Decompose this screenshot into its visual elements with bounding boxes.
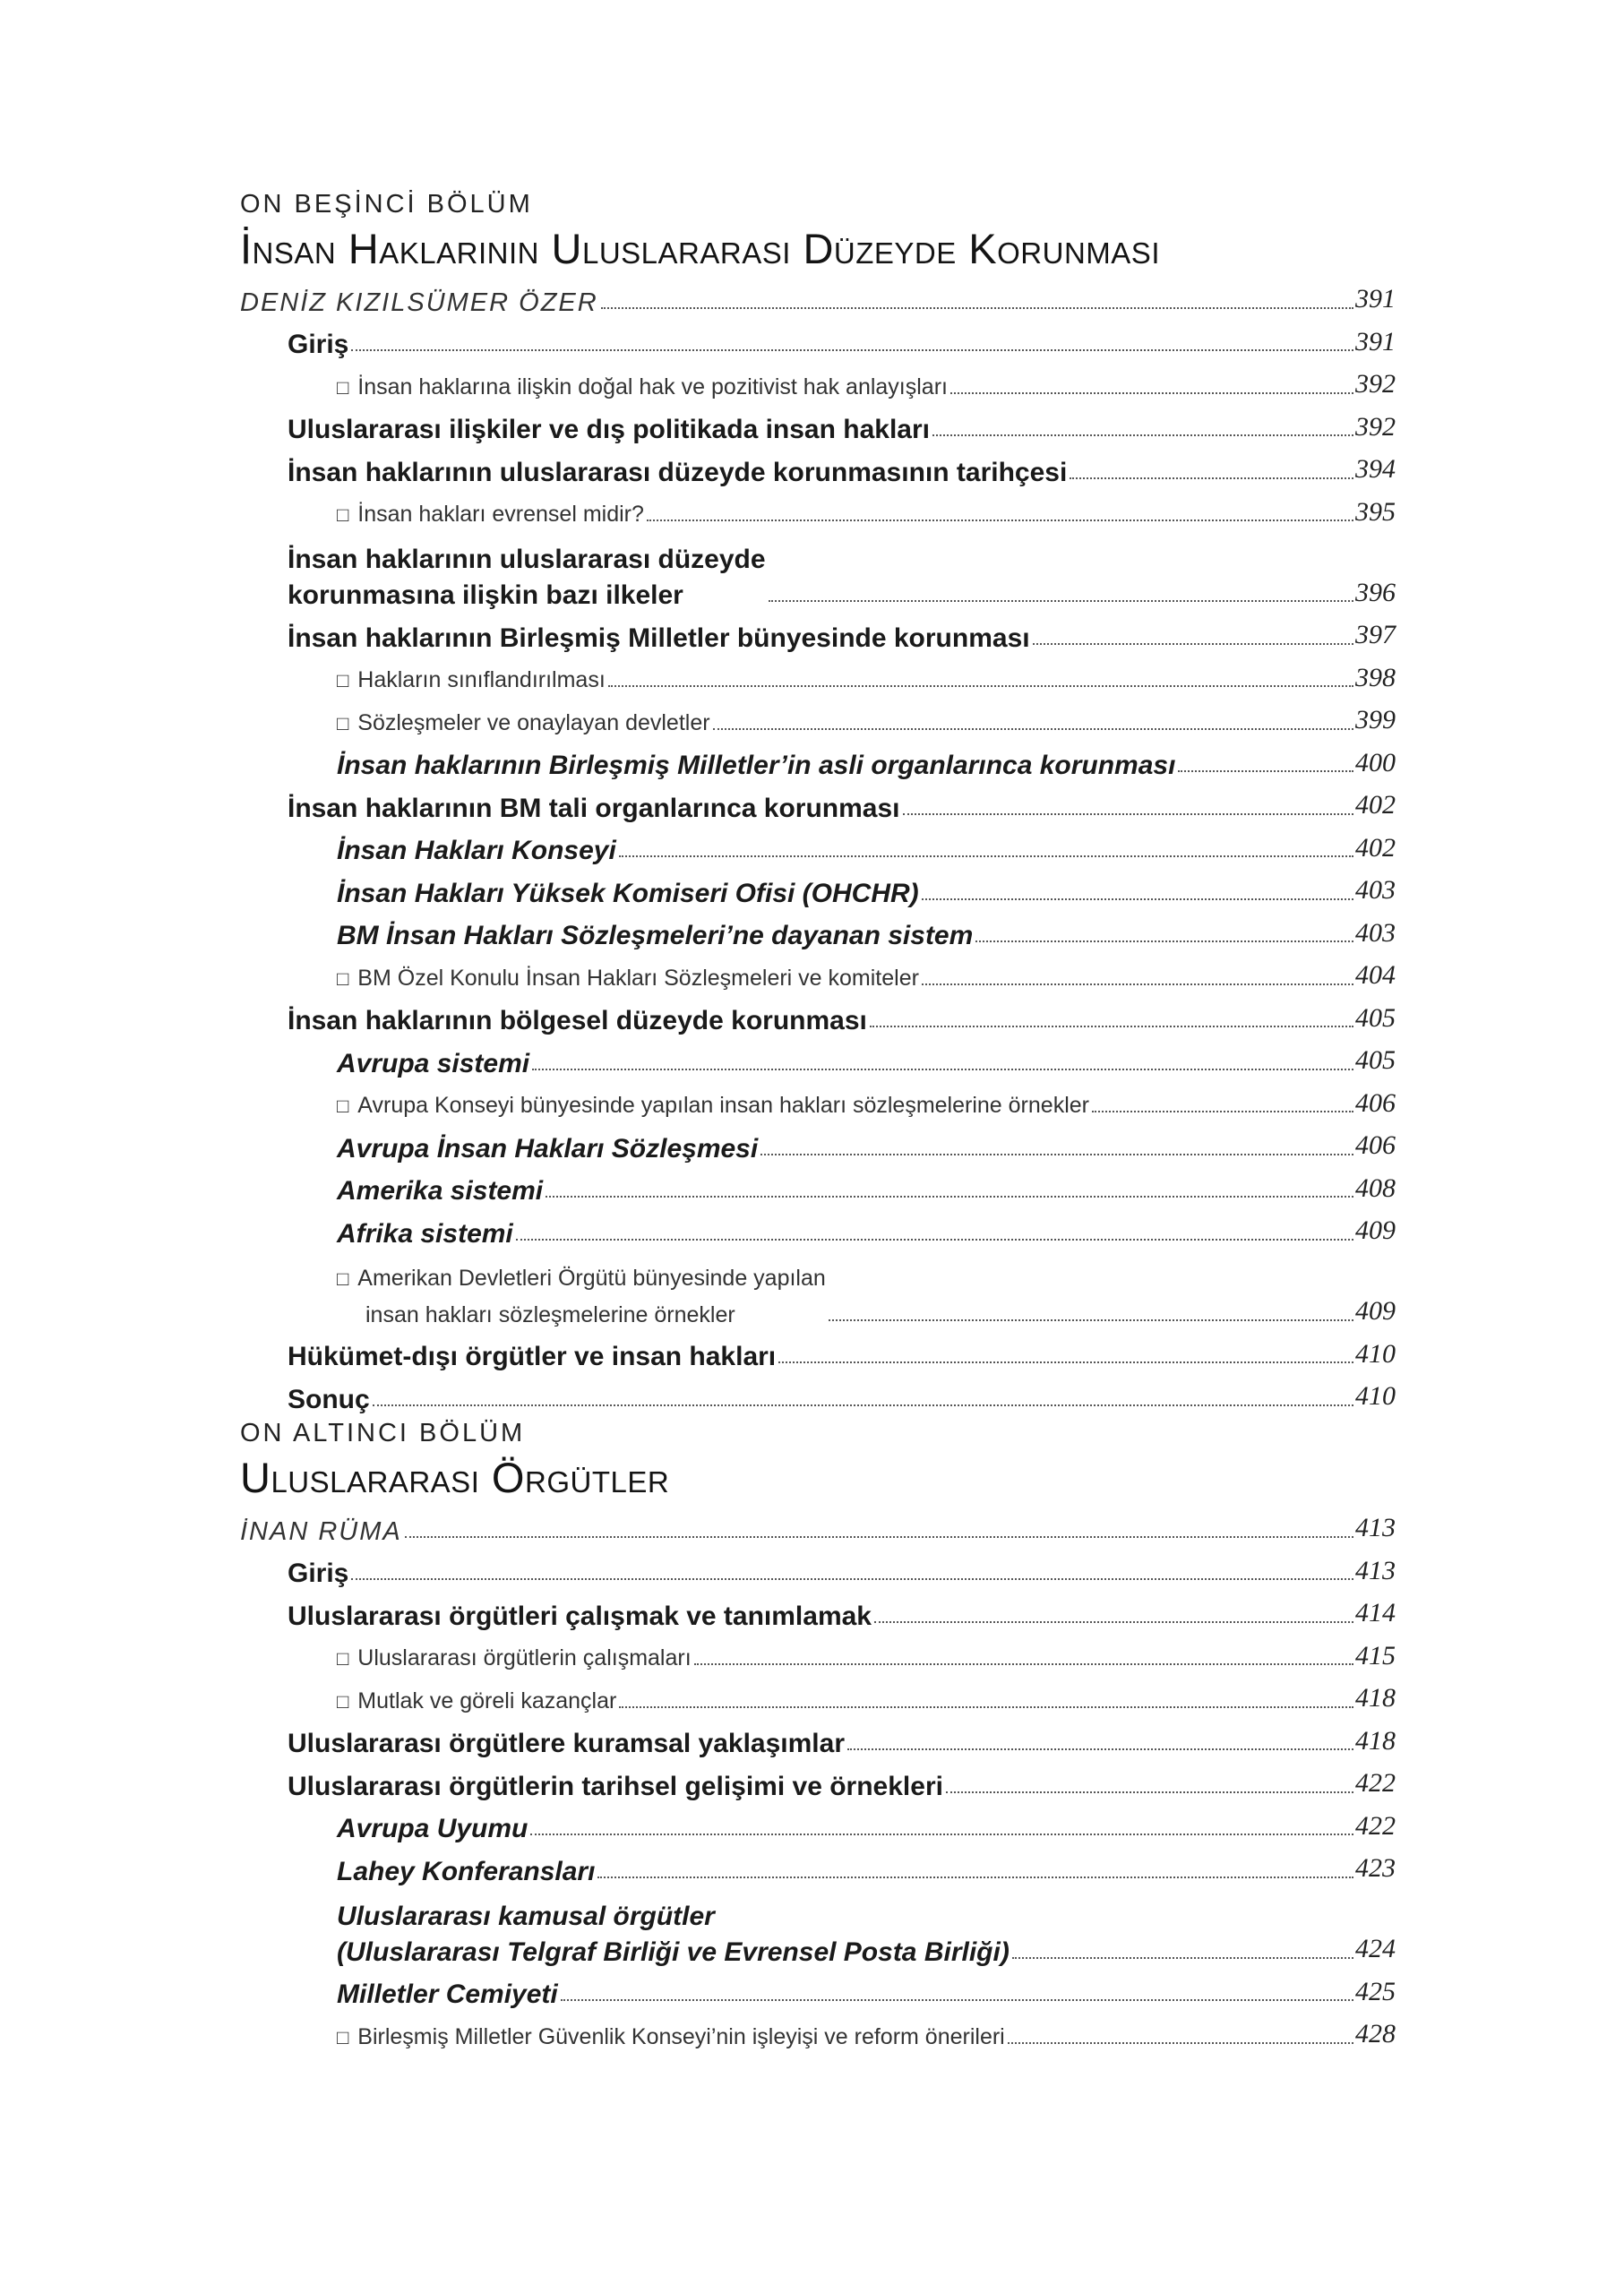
chapter-15 — [240, 186, 1396, 1418]
toc-entry-main[interactable] — [240, 1333, 1396, 1376]
dot-leader — [601, 307, 1353, 309]
page-number: 405 — [1355, 1002, 1396, 1033]
toc-entry-title — [288, 1003, 867, 1039]
toc-entry-title-line: İNAN RÜMA — [240, 1516, 402, 1546]
toc-entry-title-line: İnsan haklarına ilişkin doğal hak ve pozitivist hak anlayışları — [357, 374, 948, 399]
toc-entry-title — [240, 285, 598, 321]
toc-entry-title-line: İnsan haklarının Birleşmiş Milletler bünyesinde korunması — [288, 623, 1030, 653]
chapter-title: Uluslararası Örgütler — [240, 1454, 670, 1501]
toc-entry-title — [337, 1811, 528, 1847]
dot-leader — [1008, 2042, 1353, 2044]
dot-leader — [1033, 643, 1353, 645]
toc-entry-main[interactable] — [240, 1550, 1396, 1593]
page-number: 423 — [1355, 1853, 1396, 1883]
toc-entry-title — [337, 876, 919, 912]
toc-entry-title — [337, 1046, 529, 1082]
chapter-16 — [240, 1415, 1396, 2056]
toc-entry-title — [337, 748, 1175, 784]
toc-entry-main[interactable] — [240, 406, 1396, 449]
dot-leader — [847, 1748, 1353, 1750]
toc-entry-sub[interactable] — [240, 1167, 1396, 1210]
toc-entry-box[interactable] — [240, 1635, 1396, 1678]
toc-entry-title — [288, 1769, 943, 1805]
toc-entry-title — [337, 1683, 616, 1720]
dot-leader — [530, 1834, 1353, 1835]
toc-entry-box[interactable] — [240, 1677, 1396, 1720]
chapter-label: ON BEŞİNCİ BÖLÜM — [240, 190, 533, 219]
toc-entry-title-line: BM İnsan Hakları Sözleşmeleri’ne dayanan sistem — [337, 921, 974, 950]
toc-entry-title-line: Giriş — [288, 330, 349, 359]
toc-entry-title — [288, 542, 766, 614]
page-number: 399 — [1355, 705, 1396, 734]
toc-entry-sub[interactable] — [240, 869, 1396, 912]
toc-entry-title-line: Lahey Konferansları — [337, 1856, 596, 1886]
dot-leader — [778, 1361, 1353, 1363]
dot-leader — [516, 1239, 1353, 1241]
page-number: 425 — [1355, 1976, 1396, 2006]
dot-leader — [1178, 770, 1353, 772]
toc-entry-sub[interactable] — [240, 1039, 1396, 1082]
toc-entry-title-line: İnsan Hakları Yüksek Komiseri Ofisi (OHCHR) — [337, 878, 919, 908]
toc-entry-title-line: İnsan haklarının BM tali organlarınca korunması — [288, 793, 900, 823]
toc-entry-title — [337, 1260, 826, 1333]
toc-entry-title-line: Uluslararası ilişkiler ve dış politikada insan hakları — [288, 415, 930, 444]
toc-entry-title — [337, 1640, 692, 1677]
page-number: 413 — [1355, 1513, 1396, 1542]
dot-leader — [1070, 477, 1353, 479]
dot-leader — [405, 1536, 1353, 1538]
toc-entry-title-line: İnsan Hakları Konseyi — [337, 836, 616, 865]
dot-leader — [946, 1791, 1353, 1793]
toc-entry-box[interactable] — [240, 657, 1396, 700]
page-number: 404 — [1355, 960, 1396, 990]
toc-entry-title-line: Sonuç — [288, 1384, 370, 1414]
toc-entry-title-line: Giriş — [288, 1559, 349, 1588]
dot-leader — [922, 983, 1353, 985]
page-number: 409 — [1355, 1215, 1396, 1245]
toc-entry-sub[interactable] — [240, 1805, 1396, 1848]
toc-entry-title-line: Uluslararası örgütlerin çalışmaları — [357, 1645, 692, 1670]
page-number: 422 — [1355, 1810, 1396, 1841]
toc-entry-title-line: Avrupa İnsan Hakları Sözleşmesi — [337, 1133, 759, 1164]
page-number: 413 — [1355, 1555, 1396, 1585]
page-number: 391 — [1355, 284, 1396, 313]
dot-leader — [874, 1621, 1353, 1623]
page-number: 406 — [1355, 1130, 1396, 1160]
toc-entry-sub[interactable] — [240, 1971, 1396, 2014]
toc-entry-author[interactable] — [240, 1507, 1396, 1550]
toc-entry-title-line: Afrika sistemi — [337, 1218, 513, 1249]
page-number: 418 — [1355, 1683, 1396, 1713]
toc-entry-title-line: korunmasına ilişkin bazı ilkeler — [288, 580, 683, 610]
toc-entry-title — [337, 833, 616, 869]
toc-entries — [240, 278, 1396, 1418]
toc-entry-title-line: Uluslararası örgütlerin tarihsel gelişimi ve örnekleri — [288, 1771, 943, 1801]
page-number: 403 — [1355, 917, 1396, 948]
dot-leader — [1012, 1957, 1353, 1959]
toc-entry-box[interactable] — [240, 1252, 1396, 1333]
toc-entry-title — [337, 1854, 595, 1890]
toc-entry-main[interactable] — [240, 784, 1396, 827]
toc-entry-main[interactable] — [240, 1375, 1396, 1418]
toc-entry-main[interactable] — [240, 1592, 1396, 1635]
page-number: 418 — [1355, 1725, 1396, 1756]
toc-entry-main[interactable] — [240, 1720, 1396, 1763]
toc-entry-title — [288, 621, 1030, 657]
dot-leader — [597, 1876, 1353, 1878]
toc-entry-title-line: BM Özel Konulu İnsan Hakları Sözleşmeleri ve komiteler — [357, 965, 919, 991]
toc-entries — [240, 1507, 1396, 2056]
toc-entry-title-line: Amerika sistemi — [337, 1176, 544, 1206]
dot-leader — [619, 1706, 1353, 1708]
dot-leader — [713, 728, 1353, 730]
toc-entry-title — [337, 2019, 1005, 2056]
page-number: 391 — [1355, 326, 1396, 356]
toc-entry-title-line: Uluslararası kamusal örgütler — [337, 1901, 715, 1931]
toc-entry-title-line: Uluslararası örgütlere kuramsal yaklaşımlar — [288, 1729, 846, 1758]
page-number: 394 — [1355, 454, 1396, 484]
page-number: 405 — [1355, 1045, 1396, 1075]
toc-entry-main[interactable] — [240, 997, 1396, 1040]
dot-leader — [760, 1154, 1353, 1155]
toc-entry-title — [337, 1087, 1089, 1124]
dot-leader — [932, 434, 1353, 436]
toc-entry-title-line: Avrupa Uyumu — [337, 1814, 528, 1843]
dot-leader — [950, 392, 1353, 394]
page-number: 410 — [1355, 1338, 1396, 1369]
page-number: 403 — [1355, 875, 1396, 905]
page-number: 424 — [1355, 1934, 1396, 1963]
page-number: 400 — [1355, 747, 1396, 777]
dot-leader — [769, 600, 1353, 602]
toc-entry-main[interactable] — [240, 321, 1396, 364]
toc-entry-title — [288, 1339, 776, 1375]
toc-entry-title — [288, 1556, 348, 1592]
page-number: 414 — [1355, 1598, 1396, 1627]
toc-entry-title-line: İnsan haklarının bölgesel düzeyde korunması — [288, 1006, 867, 1035]
toc-entry-box[interactable] — [240, 363, 1396, 406]
toc-entry-main[interactable] — [240, 614, 1396, 657]
chapter-label: ON ALTINCI BÖLÜM — [240, 1419, 526, 1447]
toc-entry-title — [337, 1899, 1010, 1971]
toc-entry-box[interactable] — [240, 2013, 1396, 2056]
dot-leader — [829, 1319, 1353, 1321]
toc-entry-title-line: Amerikan Devletleri Örgütü bünyesinde yapılan — [357, 1265, 826, 1291]
page-number: 392 — [1355, 411, 1396, 442]
toc-entry-sub[interactable] — [240, 1847, 1396, 1890]
toc-entry-title — [240, 1514, 402, 1550]
toc-entry-title-line: Mutlak ve göreli kazançlar — [357, 1688, 617, 1713]
toc-entry-title — [288, 791, 900, 827]
toc-entry-title-line: DENİZ KIZILSÜMER ÖZER — [240, 288, 598, 317]
toc-entry-title — [337, 960, 919, 997]
dot-leader — [1092, 1111, 1353, 1112]
page-number: 392 — [1355, 369, 1396, 399]
toc-entry-sub[interactable] — [240, 1124, 1396, 1167]
dot-leader — [619, 855, 1353, 857]
page-number: 402 — [1355, 832, 1396, 863]
page-number: 428 — [1355, 2019, 1396, 2048]
toc-entry-title-line: İnsan haklarının uluslararası düzeyde korunmasının tarihçesi — [288, 457, 1068, 487]
toc-entry-title — [288, 455, 1067, 491]
toc-entry-sub[interactable] — [240, 1209, 1396, 1252]
page-number: 396 — [1355, 577, 1396, 607]
toc-entry-main[interactable] — [240, 448, 1396, 491]
toc-entry-title — [337, 1131, 758, 1167]
toc-entry-sub[interactable] — [240, 827, 1396, 870]
dot-leader — [351, 1578, 1353, 1580]
page-number: 397 — [1355, 620, 1396, 649]
toc-entry-title — [337, 496, 644, 533]
dot-leader — [351, 349, 1353, 351]
dot-leader — [532, 1069, 1353, 1070]
toc-entry-title-line: Birleşmiş Milletler Güvenlik Konseyi’nin işleyişi ve reform önerileri — [357, 2023, 1005, 2049]
toc-entry-title — [288, 1599, 872, 1635]
page-number: 415 — [1355, 1640, 1396, 1670]
page-number: 410 — [1355, 1381, 1396, 1411]
toc-entry-title — [288, 327, 348, 363]
page-number: 395 — [1355, 496, 1396, 527]
toc-entry-title — [337, 918, 973, 954]
toc-entry-title-line: İnsan hakları evrensel midir? — [357, 502, 644, 527]
toc-entry-sub[interactable] — [240, 742, 1396, 785]
toc-entry-author[interactable] — [240, 278, 1396, 321]
dot-leader — [546, 1196, 1353, 1198]
toc-entry-title — [337, 369, 948, 406]
toc-entry-title — [337, 1977, 558, 2013]
toc-entry-box[interactable] — [240, 699, 1396, 742]
toc-entry-title-line: Sözleşmeler ve onaylayan devletler — [357, 709, 710, 735]
toc-entry-title — [337, 1173, 543, 1209]
dot-leader — [608, 685, 1353, 687]
page-number: 422 — [1355, 1768, 1396, 1798]
page-number: 406 — [1355, 1087, 1396, 1118]
dot-leader — [373, 1404, 1353, 1406]
toc-entry-title-line: İnsan haklarının uluslararası düzeyde — [288, 545, 766, 574]
toc-entry-title — [337, 1216, 513, 1252]
toc-entry-sub[interactable] — [240, 1890, 1396, 1971]
toc-entry-title-line: Uluslararası örgütleri çalışmak ve tanımlamak — [288, 1601, 872, 1631]
toc-entry-title-line: Avrupa Konseyi bünyesinde yapılan insan hakları sözleşmelerine örnekler — [357, 1093, 1089, 1118]
toc-entry-main[interactable] — [240, 1762, 1396, 1805]
toc-entry-title-line: Hükümet-dışı örgütler ve insan hakları — [288, 1342, 777, 1371]
page-number: 408 — [1355, 1172, 1396, 1203]
toc-entry-main[interactable] — [240, 533, 1396, 614]
toc-entry-box[interactable] — [240, 954, 1396, 997]
toc-entry-title — [288, 1726, 845, 1762]
page-number: 398 — [1355, 662, 1396, 692]
toc-entry-title-line: Hakların sınıflandırılması — [357, 667, 606, 692]
toc-entry-title-line: İnsan haklarının Birleşmiş Milletler’in asli organlarınca korunması — [337, 751, 1176, 780]
toc-entry-title — [288, 412, 930, 448]
toc-entry-title-line: (Uluslararası Telgraf Birliği ve Evrensel Posta Birliği) — [337, 1937, 1010, 1967]
toc-entry-title — [288, 1382, 370, 1418]
toc-entry-title — [337, 662, 606, 699]
toc-entry-title — [337, 705, 710, 742]
dot-leader — [903, 813, 1353, 815]
dot-leader — [975, 940, 1353, 942]
dot-leader — [561, 1999, 1353, 2001]
chapter-title: İnsan Haklarının Uluslararası Düzeyde Korunması — [240, 225, 1160, 272]
dot-leader — [647, 520, 1353, 521]
dot-leader — [922, 898, 1353, 900]
toc-entry-box[interactable] — [240, 1082, 1396, 1125]
dot-leader — [694, 1663, 1353, 1665]
page-number: 409 — [1355, 1296, 1396, 1326]
toc-entry-box[interactable] — [240, 491, 1396, 534]
toc-entry-title-line: Avrupa sistemi — [337, 1048, 530, 1078]
toc-entry-title-line: Milletler Cemiyeti — [337, 1980, 558, 2009]
dot-leader — [870, 1026, 1353, 1027]
toc-entry-sub[interactable] — [240, 912, 1396, 955]
page-number: 402 — [1355, 790, 1396, 820]
toc-entry-title-line: insan hakları sözleşmelerine örnekler — [365, 1301, 735, 1327]
